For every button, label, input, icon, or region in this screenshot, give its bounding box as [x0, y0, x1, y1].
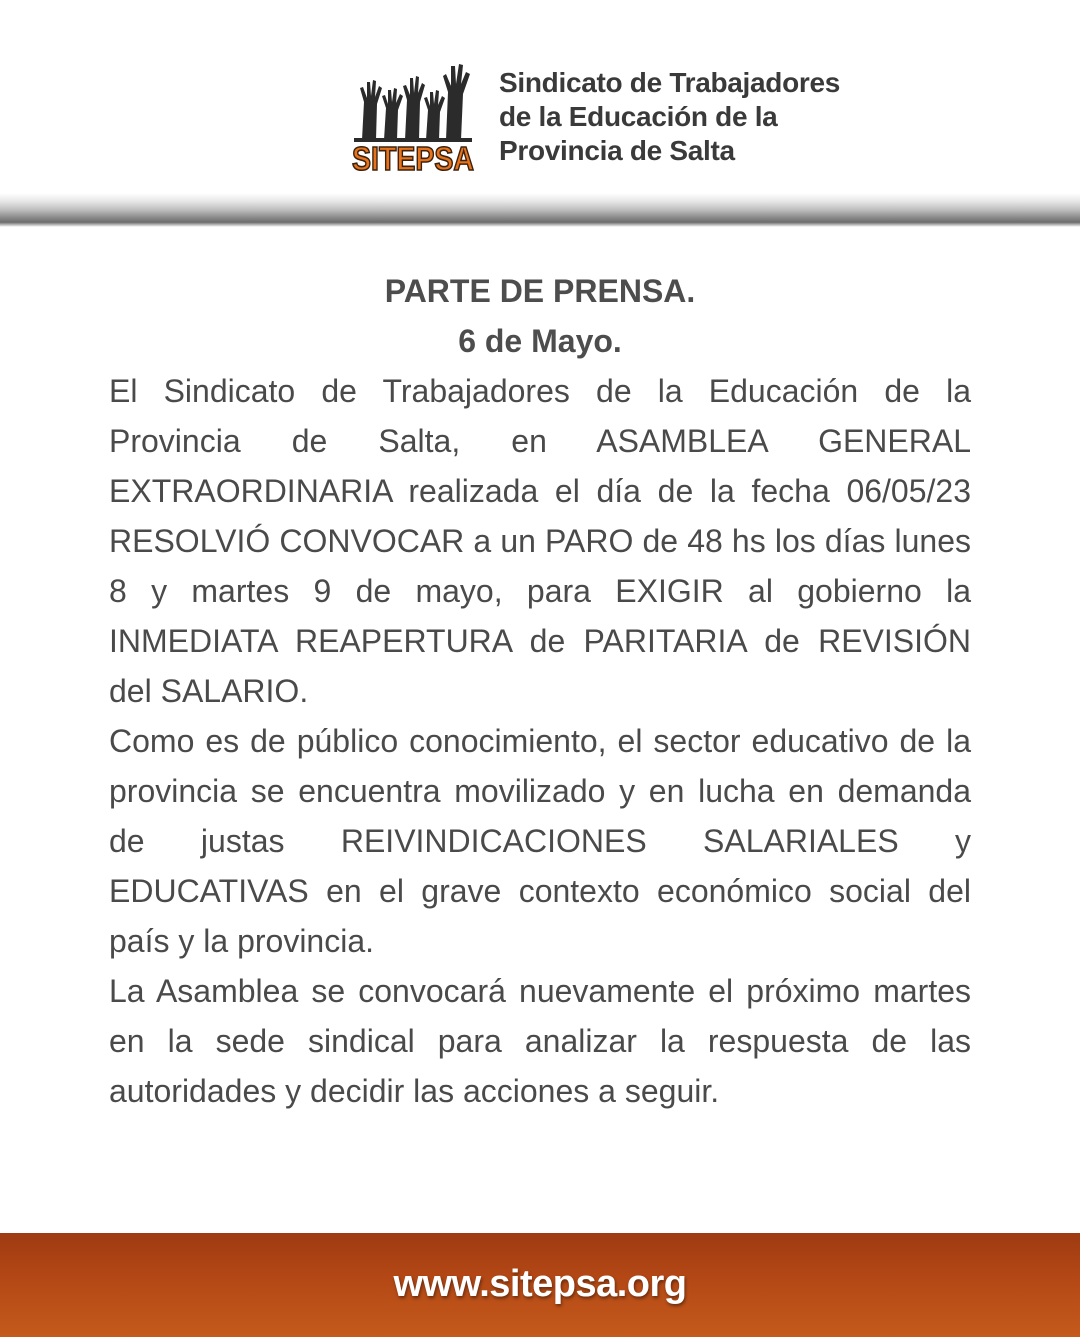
- organization-name: [499, 66, 859, 168]
- paragraph-2: Como es de público conocimiento, el sector educativo de la provincia se encuentra movilizado y en lucha en demanda de justas REIVINDICACIONES SALARIALES y EDUCATIVAS en el grave contexto económico social del país y la provincia.: [109, 723, 971, 959]
- sitepsa-logo: [350, 62, 476, 177]
- org-name-line-1: Sindicato de Trabajadores: [499, 67, 841, 98]
- press-release-body: [109, 266, 971, 1116]
- footer-banner: [0, 1233, 1080, 1337]
- paragraph-3: La Asamblea se convocará nuevamente el próximo martes en la sede sindical para analizar la respuesta de las autoridades y decidir las acciones a seguir.: [109, 973, 971, 1109]
- logo-text: SITEPSA: [352, 140, 474, 177]
- header: [0, 0, 1080, 196]
- org-name-line-2: de la Educación de la: [499, 101, 778, 132]
- header-divider: [0, 193, 1080, 227]
- org-name-line-3: Provincia de Salta: [499, 135, 735, 166]
- document-title: PARTE DE PRENSA.: [384, 273, 696, 309]
- document-date: 6 de Mayo.: [458, 323, 622, 359]
- website-url: www.sitepsa.org: [393, 1263, 687, 1305]
- paragraph-1: El Sindicato de Trabajadores de la Educación de la Provincia de Salta, en ASAMBLEA GENERAL EXTRAORDINARIA realizada el día de la fecha 06/05/23 RESOLVIÓ CONVOCAR a un PARO de 48 hs los días lunes 8 y martes 9 de mayo, para EXIGIR al gobierno la INMEDIATA REAPERTURA de PARITARIA de REVISIÓN del SALARIO.: [109, 373, 971, 709]
